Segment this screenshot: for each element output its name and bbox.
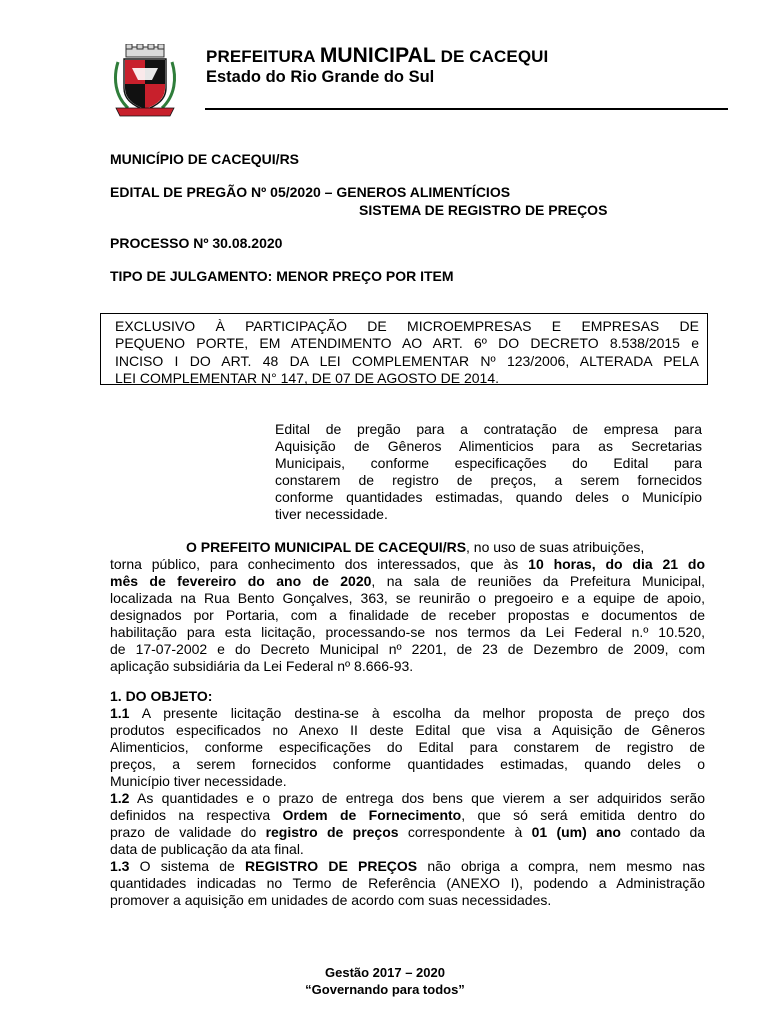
objeto-line: quantidades indicadas no Termo de Referência (ANEXO I), podendo a Administração xyxy=(110,875,705,891)
intro-line: localizada na Rua Bento Gonçalves, 363, se reunirão o pregoeiro e a equipe de apoio, xyxy=(110,590,705,606)
intro-bold: mês de fevereiro do ano de 2020 xyxy=(110,573,372,589)
objeto-text: A presente licitação destina-se à escolha da melhor proposta de preço dos xyxy=(129,705,705,721)
edital-heading-line1: EDITAL DE PREGÃO Nº 05/2020 – GENEROS ALIMENTÍCIOS xyxy=(110,184,511,200)
clause-number: 1.2 xyxy=(110,790,130,806)
intro-line xyxy=(110,539,705,556)
objeto-text: , que só será emitida dentro do xyxy=(461,807,705,823)
objeto-line: promover a aquisição em unidades de acordo com suas necessidades. xyxy=(110,892,552,908)
objeto-heading xyxy=(110,688,705,705)
objeto-line xyxy=(110,858,705,875)
summary-line: Municipais, conforme especificações do Edital para xyxy=(275,455,702,471)
intro-text: , na sala de reuniões da Prefeitura Municipal, xyxy=(371,573,705,589)
summary-line: Edital de pregão para a contratação de empresa para xyxy=(275,421,702,437)
intro-line: aplicação subsidiária da Lei Federal nº 8.666-93. xyxy=(110,658,414,674)
intro-line: habilitação para esta licitação, processando-se nos termos da Lei Federal n.º 10.520, xyxy=(110,624,705,640)
objeto-text: definidos na respectiva xyxy=(110,807,283,823)
tipo-julgamento-heading: TIPO DE JULGAMENTO: MENOR PREÇO POR ITEM xyxy=(110,268,454,284)
exclusive-participation-box xyxy=(100,313,708,385)
title-big: MUNICIPAL xyxy=(319,44,436,67)
edital-summary xyxy=(275,421,702,523)
intro-bold: 10 horas, do dia 21 do xyxy=(528,556,705,572)
objeto-line: data de publicação da ata final. xyxy=(110,841,304,857)
objeto-line: Alimenticios, conforme especificações do Edital para constarem de registro de xyxy=(110,739,705,755)
box-line: LEI COMPLEMENTAR N° 147, DE 07 DE AGOSTO DE 2014. xyxy=(115,369,499,386)
municipio-heading: MUNICÍPIO DE CACEQUI/RS xyxy=(110,151,300,167)
box-line: EXCLUSIVO À PARTICIPAÇÃO DE MICROEMPRESAS E EMPRESAS DE xyxy=(115,318,699,334)
objeto-line: produtos especificados no Anexo II deste Edital que visa a Aquisição de Gêneros xyxy=(110,722,705,738)
objeto-text: não obriga a compra, nem mesmo nas xyxy=(417,858,705,874)
summary-line: Aquisição de Gêneros Alimenticios para as Secretarias xyxy=(275,438,702,454)
footer-gestao: Gestão 2017 – 2020 xyxy=(325,965,445,980)
objeto-line xyxy=(110,705,705,722)
intro-line: de 17-07-2002 e do Decreto Municipal nº 2201, de 23 de Dezembro de 2009, com xyxy=(110,641,705,657)
objeto-line: preços, a serem fornecidos conforme quantidades estimadas, quando deles o xyxy=(110,756,705,772)
intro-line: designados por Portaria, com a finalidade de receber propostas e documentos de xyxy=(110,607,705,623)
header-divider xyxy=(205,108,728,110)
objeto-line xyxy=(110,790,705,807)
edital-heading-line2: SISTEMA DE REGISTRO DE PREÇOS xyxy=(359,202,608,218)
objeto-text: O sistema de xyxy=(129,858,246,874)
clause-number: 1.1 xyxy=(110,705,130,721)
objeto-section xyxy=(110,688,705,909)
summary-line: tiver necessidade. xyxy=(275,506,388,522)
institution-subtitle: Estado do Rio Grande do Sul xyxy=(206,68,435,86)
objeto-line xyxy=(110,807,705,824)
objeto-line: Município tiver necessidade. xyxy=(110,773,287,789)
objeto-bold: registro de preços xyxy=(265,824,399,840)
intro-line xyxy=(110,573,705,590)
intro-bold: O PREFEITO MUNICIPAL DE CACEQUI/RS xyxy=(186,539,467,555)
objeto-bold: Ordem de Fornecimento xyxy=(282,807,462,823)
title-post: DE CACEQUI xyxy=(435,47,549,66)
intro-paragraph xyxy=(110,539,705,675)
summary-line: constarem de registro de preços, a serem fornecidos xyxy=(275,472,702,488)
box-line: PEQUENO PORTE, EM ATENDIMENTO AO ART. 6º DO DECRETO 8.538/2015 e xyxy=(115,335,699,352)
footer-slogan: “Governando para todos” xyxy=(305,982,465,997)
summary-line: conforme quantidades estimadas, quando deles o Município xyxy=(275,489,702,505)
objeto-heading-text: 1. DO OBJETO: xyxy=(110,688,213,704)
institution-title xyxy=(206,44,548,68)
objeto-text: correspondente à xyxy=(398,824,532,840)
box-line: INCISO I DO ART. 48 DA LEI COMPLEMENTAR Nº 123/2006, ALTERADA PELA xyxy=(115,352,699,369)
objeto-text: prazo de validade do xyxy=(110,824,266,840)
objeto-text: contado da xyxy=(621,824,705,840)
objeto-bold: 01 (um) ano xyxy=(531,824,621,840)
title-pre: PREFEITURA xyxy=(206,47,320,66)
intro-line xyxy=(110,556,705,573)
processo-heading: PROCESSO Nº 30.08.2020 xyxy=(110,235,283,251)
clause-number: 1.3 xyxy=(110,858,130,874)
objeto-text: As quantidades e o prazo de entrega dos bens que vierem a ser adquiridos serão xyxy=(129,790,705,806)
objeto-bold: REGISTRO DE PREÇOS xyxy=(245,858,418,874)
intro-text: , no uso de suas atribuições, xyxy=(466,539,645,555)
intro-text: torna público, para conhecimento dos interessados, que às xyxy=(110,556,529,572)
municipal-coat-of-arms-icon xyxy=(112,44,178,118)
objeto-line xyxy=(110,824,705,841)
